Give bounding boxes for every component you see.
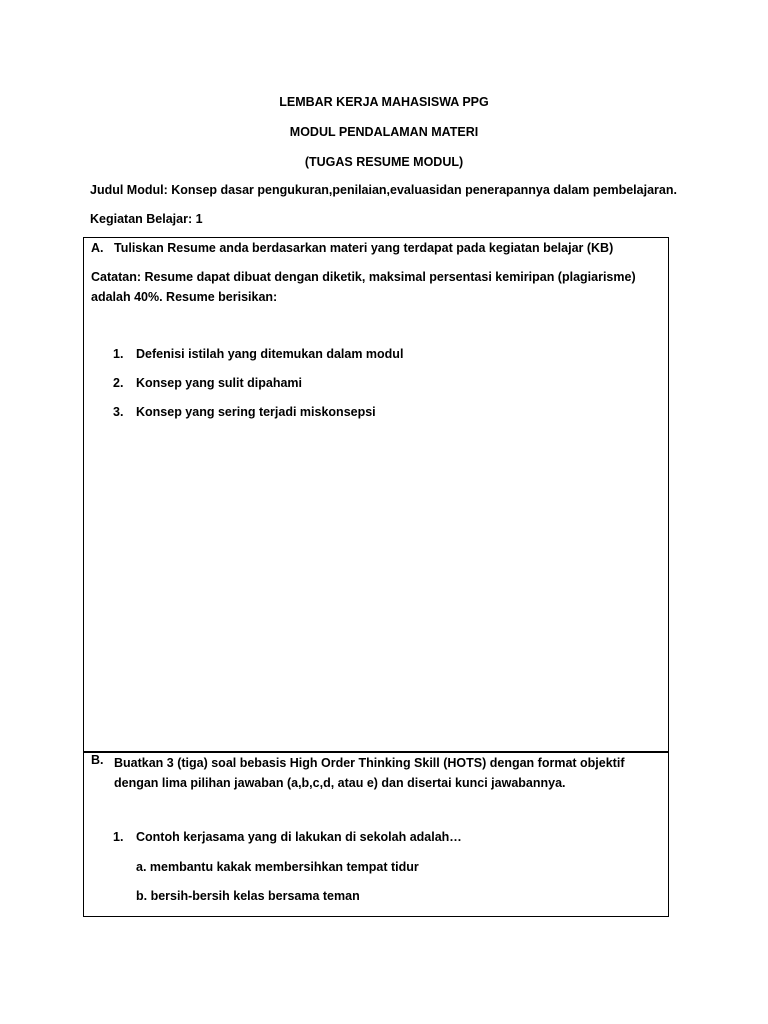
list-item-number: 1. [113,347,124,361]
question-number: 1. [113,830,124,844]
question-text: Contoh kerjasama yang di lakukan di sekolah adalah… [136,830,462,844]
answer-option: b. bersih-bersih kelas bersama teman [136,889,360,903]
header-subtitle: MODUL PENDALAMAN MATERI [289,125,479,139]
list-item: Konsep yang sulit dipahami [136,376,302,390]
section-b-title: Buatkan 3 (tiga) soal bebasis High Order Thinking Skill (HOTS) dengan format objektif dengan lima pilihan jawaban (a,b,c,d, atau e) dan disertai kunci jawabannya. [114,756,625,790]
header-task: (TUGAS RESUME MODUL) [304,155,464,169]
section-b-marker: B. [91,753,104,767]
header-title: LEMBAR KERJA MAHASISWA PPG [279,95,489,109]
module-title: Judul Modul: Konsep dasar pengukuran,penilaian,evaluasidan penerapannya dalam pembelajaran. [90,183,677,197]
section-a-marker: A. [91,241,104,255]
section-a-title: Tuliskan Resume anda berdasarkan materi yang terdapat pada kegiatan belajar (KB) [114,241,614,255]
section-b-box [83,751,669,917]
answer-option: a. membantu kakak membersihkan tempat tidur [136,860,419,874]
list-item-number: 2. [113,376,124,390]
list-item-number: 3. [113,405,124,419]
list-item: Konsep yang sering terjadi miskonsepsi [136,405,376,419]
learning-activity: Kegiatan Belajar: 1 [90,212,203,226]
section-a-note: Catatan: Resume dapat dibuat dengan diketik, maksimal persentasi kemiripan (plagiarisme) adalah 40%. Resume berisikan: [91,270,636,304]
section-a-box [83,237,669,753]
list-item: Defenisi istilah yang ditemukan dalam modul [136,347,404,361]
